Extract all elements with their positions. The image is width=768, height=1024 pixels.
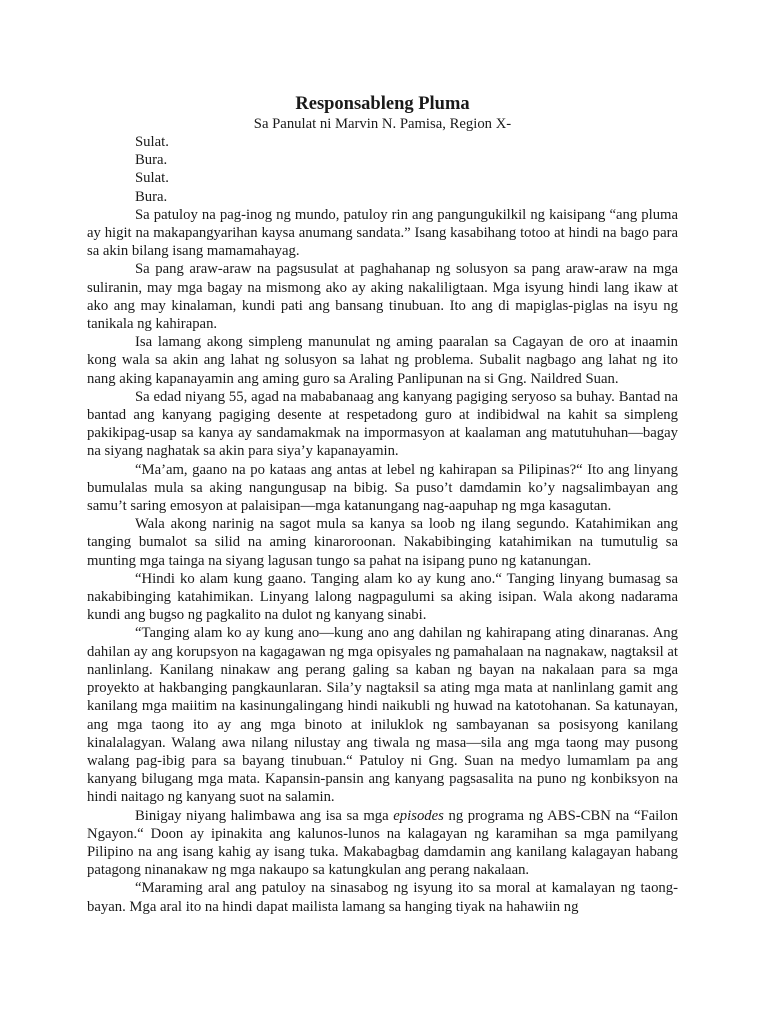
opening-line: Sulat.	[135, 170, 169, 187]
body-paragraph: “Ma’am, gaano na po kataas ang antas at lebel ng kahirapan sa Pilipinas?“ Ito ang linyang bumulalas mula sa aking nangungusap na bibig. Sa puso’t damdamin ko’y nagsalimbayan ang samu’t saring emosyon at palaisipan—mga katanungang nag-aapuhap ng mga kasagutan.	[87, 461, 678, 515]
episodes-italic-word: episodes	[393, 807, 444, 824]
body-paragraph: “Tanging alam ko ay kung ano—kung ano ang dahilan ng kahirapang ating dinaranas. Ang dahilan ay ang korupsyon na kagagawan ng mga opisyales ng pamahalaan na nagnakaw, nagtaksil at nanlinlang. Kanilang ninakaw ang perang galing sa kaban ng bayan na nakalaan para sa mga proyekto at hakbanging pangkaunlaran. Sila’y nagtaksil sa ating mga mata at nanlinlang gamit ang kanilang mga maiitim na kasinungalingang hindi naikubli ng huwad na katotohanan. Sa katunayan, ang mga taong ito ay ang mga binoto at iniluklok ng sambayanan sa posisyong kanilang kinalalagyan. Walang awa nilang nilustay ang tiwala ng masa—sila ang mga taong may pusong walang pag-ibig para sa bayang tinubuan.“ Patuloy ni Gng. Suan na medyo lumamlam pa ang kanyang bilugang mga mata. Kapansin-pansin ang kanyang pagsasalita na puno ng konbiksyon na hindi naitago ng kanyang suot na salamin.	[87, 625, 678, 806]
opening-line: Bura.	[135, 188, 168, 205]
body-paragraph: Sa patuloy na pag-inog ng mundo, patuloy rin ang pangungukilkil ng kaisipang “ang pluma ay higit na makapangyarihan kaysa anumang sandata.” Isang kasabihang totoo at hindi na bago para sa akin bilang isang mamamahayag.	[87, 206, 678, 260]
final-paragraph: “Maraming aral ang patuloy na sinasabog ng isyung ito sa moral at kamalayan ng taong-bayan. Mga aral ito na hindi dapat mailista lamang sa hanging tiyak na hahawiin ng	[87, 880, 678, 915]
document-body	[87, 93, 678, 916]
episodes-text-before: Binigay niyang halimbawa ang isa sa mga	[135, 807, 394, 824]
episodes-paragraph	[87, 807, 678, 880]
body-paragraph: Isa lamang akong simpleng manunulat ng aming paaralan sa Cagayan de oro at inaamin kong wala sa akin ang lahat ng solusyon sa lahat ng problema. Subalit nagbago ang lahat ng ito nang aking kapanayamin ang aming guro sa Araling Panlipunan na si Gng. Naildred Suan.	[87, 334, 678, 387]
body-paragraph: Sa pang araw-araw na pagsusulat at paghahanap ng solusyon sa pang araw-araw na mga suliranin, may mga bagay na mismong ako ay aking nakaliligtaan. Mga isyung hindi lang ikaw at ako ang may kinalaman, kundi pati ang bansang tinubuan. Ito ang di mapiglas-piglas na isyu ng tanikala ng kahirapan.	[87, 261, 678, 333]
body-paragraph: Sa edad niyang 55, agad na mababanaag ang kanyang pagiging seryoso sa buhay. Bantad na bantad ang kanyang pagiging desente at respetadong guro at indibidwal na kahit sa simpleng pakikipag-usap sa kanya ay sandamakmak na impormasyon at kaalaman ang matutuhuhan—bagay na siyang naghatak sa akin para siya’y kapanayamin.	[87, 388, 678, 460]
opening-line: Bura.	[135, 152, 168, 169]
document-title: Responsableng Pluma	[295, 94, 470, 114]
body-paragraph: Wala akong narinig na sagot mula sa kanya sa loob ng ilang segundo. Katahimikan ang tanging bumalot sa silid na aming kinaroroonan. Nakabibinging katahimikan na tumutulig sa munting mga tainga na siyang lagusan tungo sa pahat na isipang puno ng katanungan.	[87, 516, 678, 569]
episodes-text-after: ng programa ng ABS-CBN na “Failon Ngayon.“ Doon ay ipinakita ang kalunos-lunos na kalagayan ng karamihan sa mga pamilyang Pilipino na ang isang kahig ay isang tuka. Makabagbag damdamin ang kanilang kalagayan habang patagong ninanakaw ng mga nakaupo sa katungkulan ang perang nakalaan.	[87, 807, 678, 879]
opening-line: Sulat.	[135, 134, 169, 150]
document-byline: Sa Panulat ni Marvin N. Pamisa, Region X-	[253, 116, 512, 132]
body-paragraph: “Hindi ko alam kung gaano. Tanging alam ko ay kung ano.“ Tanging linyang bumasag sa nakabibinging katahimikan. Linyang lalong nagpagulumi sa aking isipan. Wala akong nadarama kundi ang bugso ng pagkalito na dulot ng kanyang sinabi.	[87, 570, 678, 624]
